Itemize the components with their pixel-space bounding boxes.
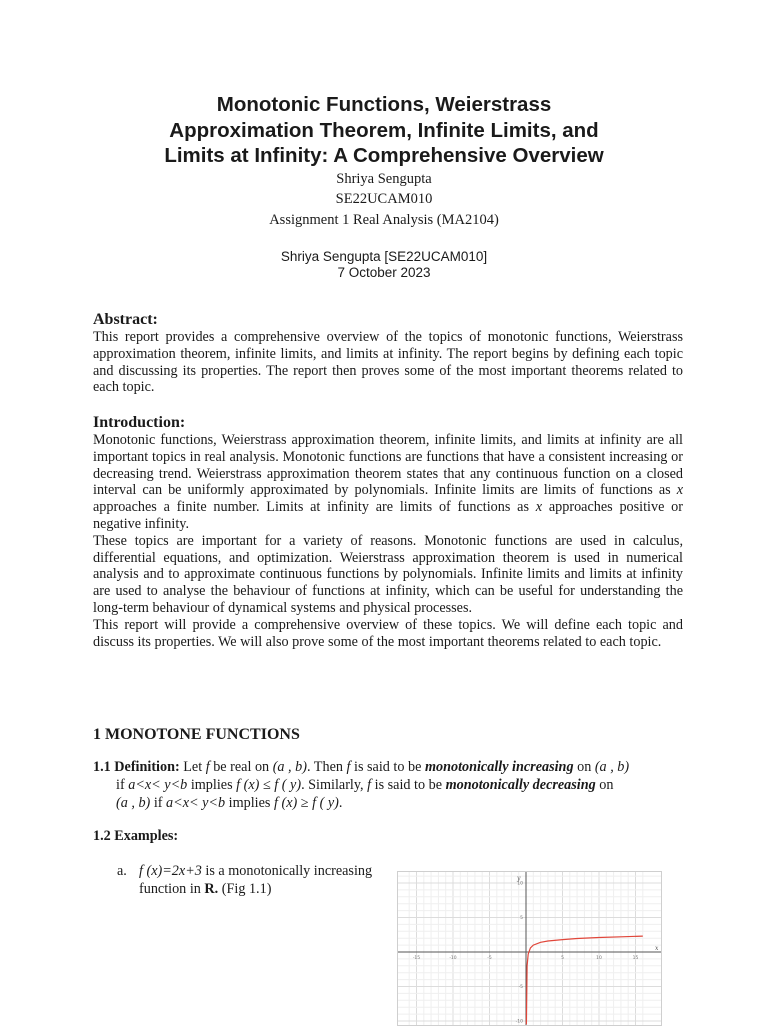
examples-heading: 1.2 Examples: [93, 828, 179, 844]
term-monotonically-increasing: monotonically increasing [424, 759, 574, 775]
roll-number: SE22UCAM010 [335, 191, 433, 207]
math-interval: (a , b) [594, 759, 630, 775]
author-name: Shriya Sengupta [336, 171, 432, 187]
x-tick-label: -5 [487, 956, 492, 961]
y-axis-label: y [517, 875, 521, 882]
def-text: if [116, 777, 129, 793]
example-a [117, 863, 377, 898]
definition-continuation [93, 776, 683, 812]
date: 7 October 2023 [337, 265, 431, 280]
x-tick-label: 10 [596, 956, 602, 961]
intro-paragraph-1 [93, 432, 683, 533]
term-monotonically-decreasing: monotonically decreasing [445, 777, 596, 793]
y-tick-label: 10 [517, 881, 523, 887]
math-condition: a<x< y<b [166, 795, 226, 811]
introduction-text [93, 432, 683, 650]
x-tick-label: 5 [561, 956, 564, 961]
example-text: (Fig 1.1) [218, 880, 272, 897]
def-text: Let [179, 759, 206, 775]
byline: Shriya Sengupta [SE22UCAM010] [280, 249, 488, 264]
intro-paragraph-2: These topics are important for a variety of reasons. Monotonic functions are used in calculus, differential equations, and optimization. Weierstrass approximation theorem is used in numerical analysis and to approximate continuous functions by polynomials. Infinite limits and limits at infinity are used to analyse the behaviour of functions at infinity, which can be useful for understanding the long-term behaviour of dynamical systems and physical processes. [93, 532, 683, 616]
y-tick-label: -10 [515, 1019, 523, 1025]
x-tick-label: 15 [632, 956, 639, 961]
intro-paragraph-3: This report will provide a comprehensive overview of these topics. We will define each topic and discuss its properties. We will also prove some of the most important theorems related to each topic. [93, 616, 683, 650]
abstract-heading: Abstract: [93, 311, 158, 328]
list-marker: a. [117, 863, 127, 879]
title-line: Limits at Infinity: A Comprehensive Overview [164, 144, 604, 167]
title-line: Monotonic Functions, Weierstrass [216, 93, 552, 116]
intro-text: Monotonic functions, Weierstrass approximation theorem, infinite limits, and limits at infinity are all important topics in real analysis. Monotonic functions are functions that have a consistent increasing or decreasing trend. Weierstrass approximation theorem states that any continuous function on a closed interval can be uniformly approximated by polynomials. Infinite limits are limits of functions as [93, 432, 683, 499]
math-var: x [535, 499, 543, 516]
def-text: on [573, 759, 595, 775]
definition-1-1 [93, 758, 683, 812]
def-text: implies [187, 777, 237, 793]
definition-label: 1.1 Definition: [93, 759, 180, 775]
def-text: be real on [209, 759, 273, 775]
x-axis-label: x [655, 945, 659, 952]
math-interval: (a , b) [116, 795, 151, 811]
example-text: is a monotonically increasing function in [139, 863, 373, 897]
def-text: . Similarly, [301, 777, 368, 793]
math-var: f [346, 759, 351, 775]
def-text: is said to be [350, 759, 425, 775]
x-tick-label: -10 [449, 956, 457, 961]
math-condition: f (x) ≥ f ( y) [273, 795, 339, 811]
example-a-text [139, 863, 377, 898]
def-text: on [595, 777, 614, 793]
def-text: if [150, 795, 167, 811]
def-text: . Then [306, 759, 347, 775]
math-interval: (a , b) [272, 759, 307, 775]
function-graph [398, 872, 661, 1025]
course-line: Assignment 1 Real Analysis (MA2104) [269, 212, 499, 228]
abstract-text [93, 329, 683, 396]
section-1-title: 1 MONOTONE FUNCTIONS [93, 726, 300, 743]
x-tick-label: -15 [412, 956, 421, 961]
title-line: Approximation Theorem, Infinite Limits, and [169, 118, 599, 142]
math-var: x [676, 482, 683, 499]
def-text: . [338, 795, 343, 811]
y-tick-label: 5 [520, 916, 523, 921]
figure-1-1 [397, 871, 662, 1026]
paper-title [100, 92, 668, 169]
introduction-heading: Introduction: [93, 414, 186, 431]
abstract-paragraph: This report provides a comprehensive overview of the topics of monotonic functions, Weierstrass approximation theorem, infinite limits, and limits at infinity. The report begins by defining each topic and discussing its properties. The report then proves some of the most important theorems related to each topic. [93, 329, 683, 396]
intro-text: approaches a finite number. Limits at infinity are limits of functions as [93, 499, 536, 516]
intro-text: approaches positive or negative infinity. [93, 499, 683, 532]
math-var: f [205, 759, 210, 775]
def-text: is said to be [371, 777, 446, 793]
math-condition: f (x) ≤ f ( y) [236, 777, 302, 793]
def-text: implies [225, 795, 274, 811]
math-expression: f (x)=2x+3 [139, 863, 202, 879]
math-var: f [367, 777, 372, 793]
math-condition: a<x< y<b [128, 777, 188, 793]
real-numbers-symbol: R. [204, 880, 219, 897]
y-tick-label: -5 [518, 985, 523, 990]
